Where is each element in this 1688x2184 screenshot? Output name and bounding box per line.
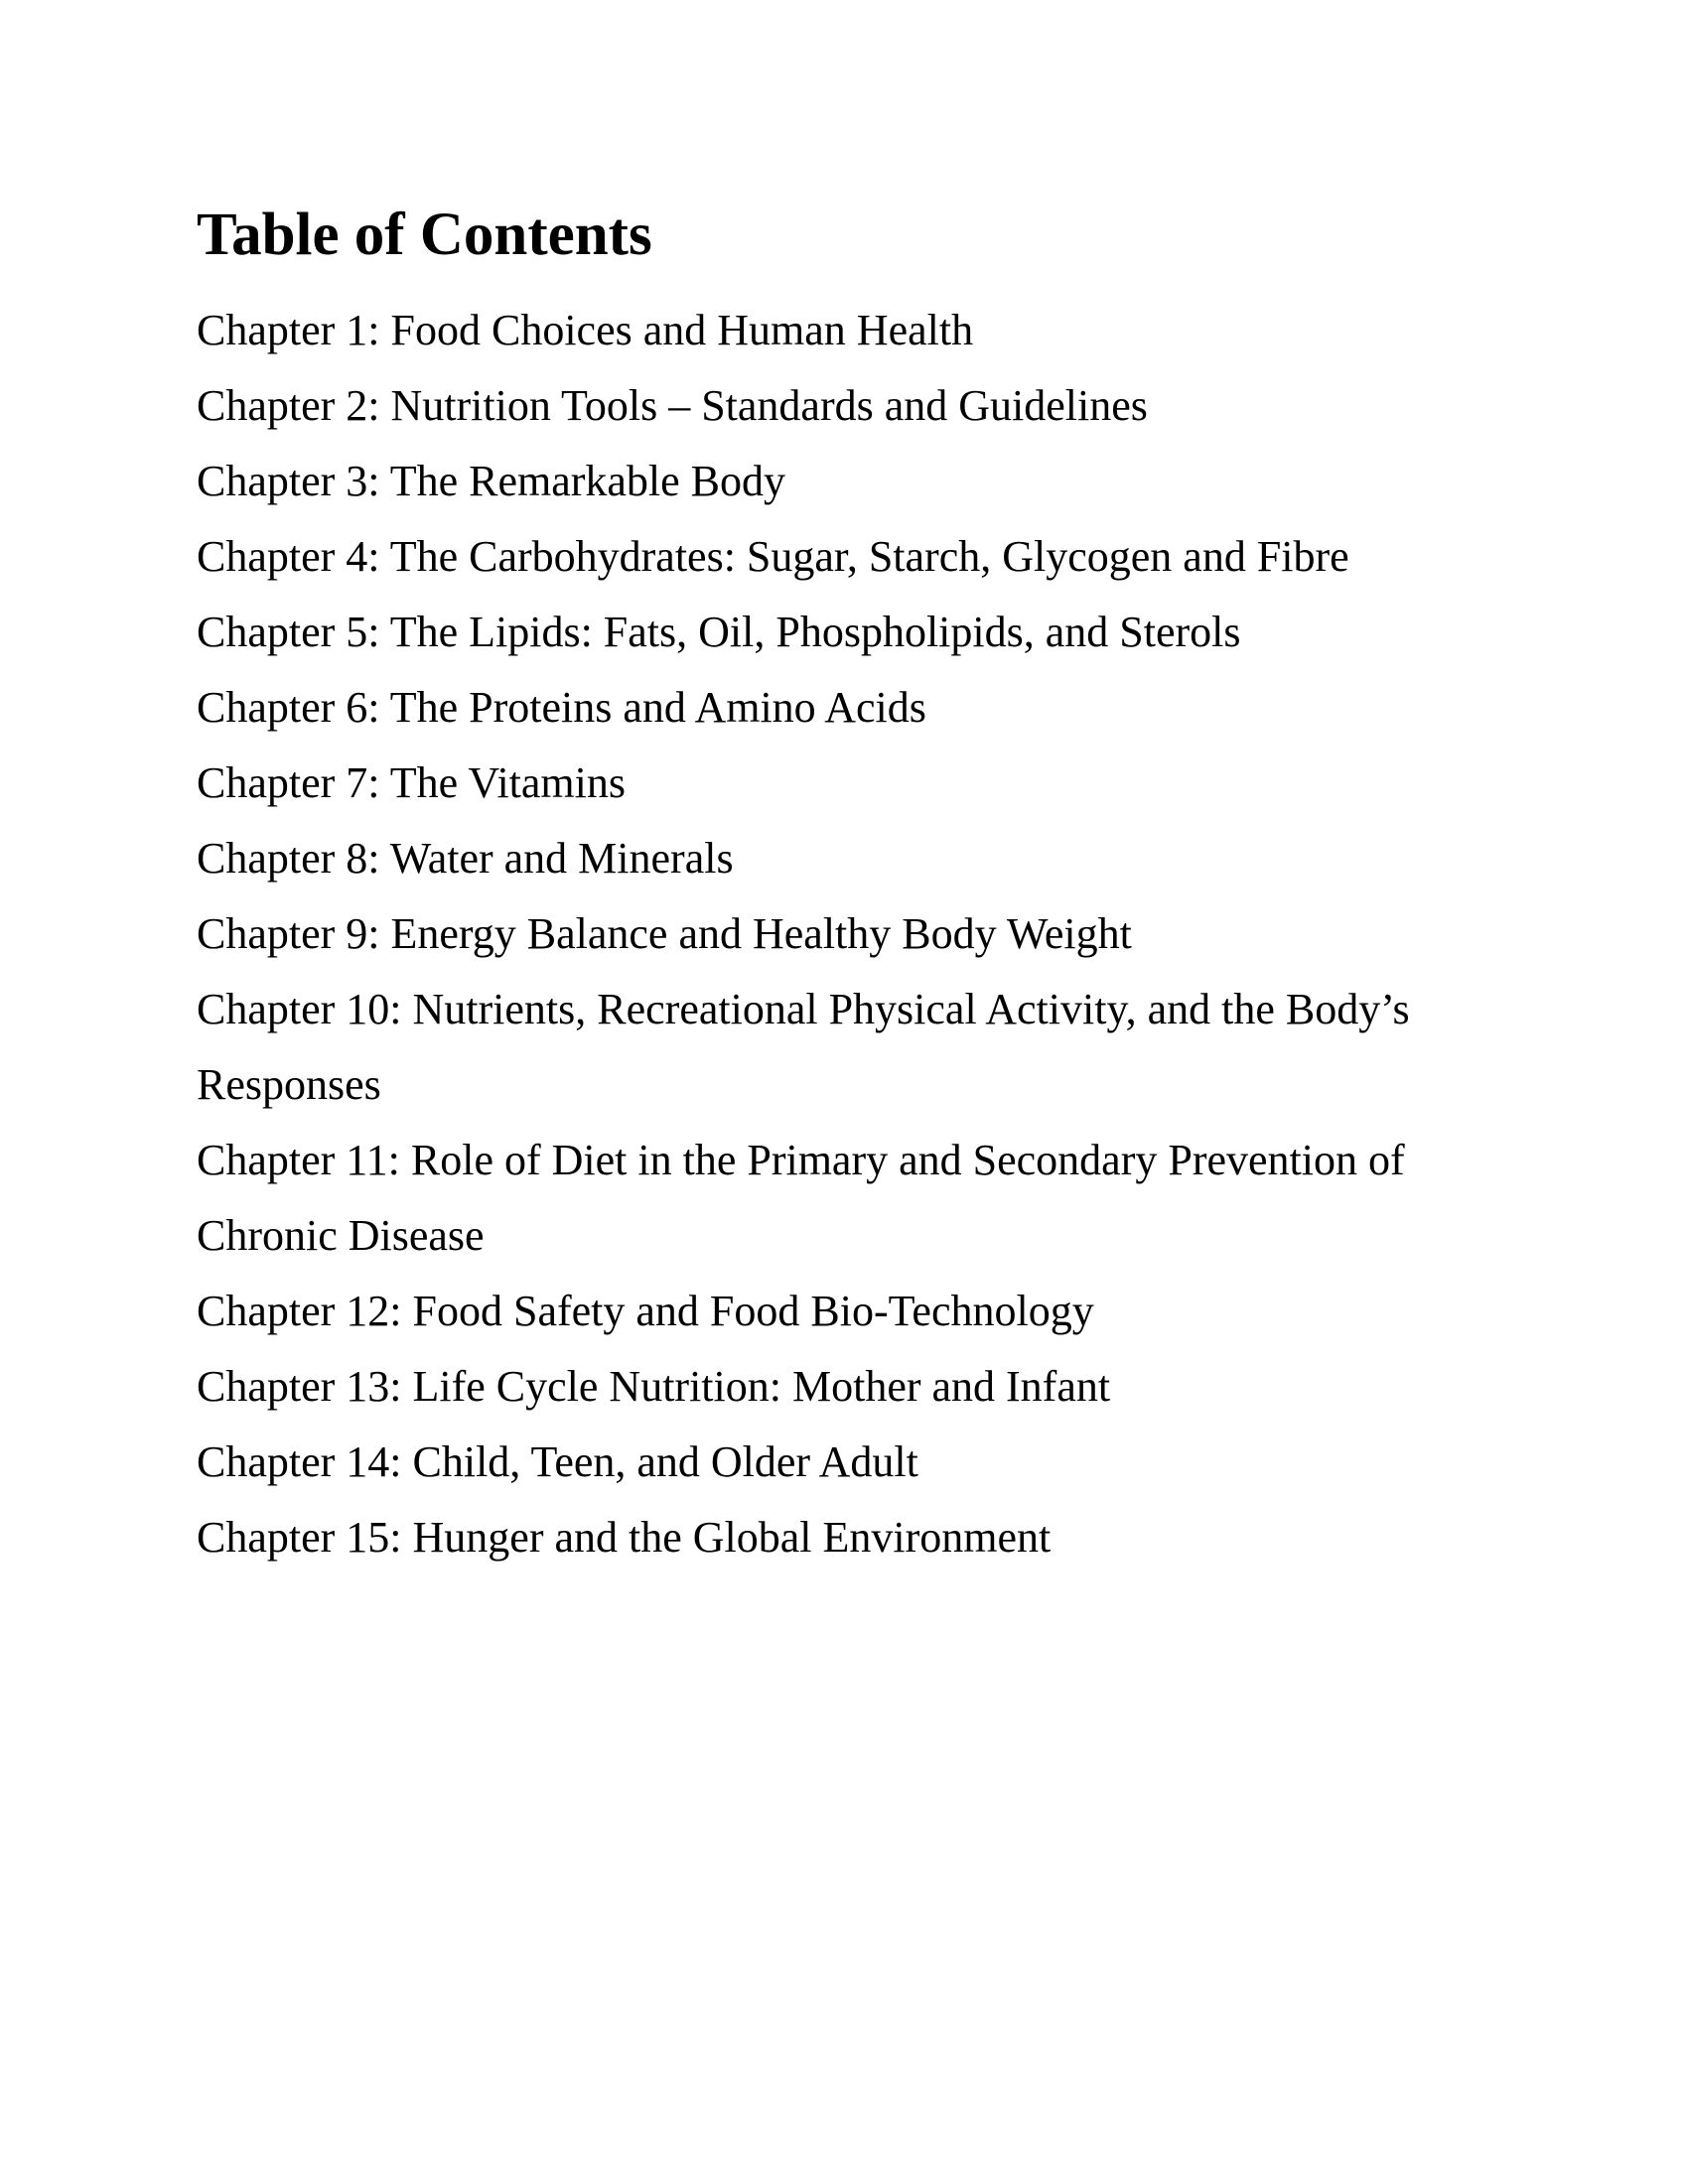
toc-entry-chapter-10	[197, 972, 1688, 1123]
toc-entry-chapter-12	[197, 1274, 1688, 1349]
page-title: Table of Contents	[197, 202, 652, 268]
toc-entry-line: Chapter 2: Nutrition Tools – Standards and Guidelines	[197, 381, 1148, 430]
toc-entry-chapter-15	[197, 1500, 1688, 1575]
toc-list	[197, 293, 1688, 1575]
toc-entry-line: Responses	[197, 1060, 381, 1109]
toc-entry-chapter-1	[197, 293, 1688, 368]
toc-entry-chapter-13	[197, 1349, 1688, 1425]
toc-entry-chapter-2	[197, 368, 1688, 444]
toc-entry-chapter-11	[197, 1123, 1688, 1274]
toc-entry-chapter-3	[197, 444, 1688, 519]
toc-entry-line: Chapter 8: Water and Minerals	[197, 834, 734, 883]
toc-entry-line: Chapter 13: Life Cycle Nutrition: Mother and Infant	[197, 1362, 1111, 1411]
toc-entry-line: Chapter 4: The Carbohydrates: Sugar, Starch, Glycogen and Fibre	[197, 532, 1349, 581]
toc-entry-line: Chronic Disease	[197, 1211, 485, 1260]
toc-entry-line: Chapter 5: The Lipids: Fats, Oil, Phospholipids, and Sterols	[197, 608, 1241, 656]
toc-entry-line: Chapter 15: Hunger and the Global Environment	[197, 1513, 1052, 1562]
toc-entry-chapter-6	[197, 670, 1688, 746]
toc-entry-line: Chapter 7: The Vitamins	[197, 758, 627, 807]
toc-entry-chapter-5	[197, 595, 1688, 670]
toc-entry-chapter-4	[197, 519, 1688, 595]
toc-entry-line: Chapter 1: Food Choices and Human Health	[197, 306, 974, 354]
toc-entry-line: Chapter 12: Food Safety and Food Bio-Technology	[197, 1287, 1094, 1335]
toc-entry-line: Chapter 9: Energy Balance and Healthy Body Weight	[197, 909, 1132, 958]
toc-entry-chapter-14	[197, 1425, 1688, 1500]
toc-entry-chapter-7	[197, 746, 1688, 821]
toc-entry-chapter-9	[197, 896, 1688, 972]
toc-entry-line: Chapter 3: The Remarkable Body	[197, 457, 786, 505]
toc-entry-line: Chapter 6: The Proteins and Amino Acids	[197, 683, 926, 732]
toc-entry-line: Chapter 14: Child, Teen, and Older Adult	[197, 1437, 918, 1486]
toc-entry-line: Chapter 11: Role of Diet in the Primary and Secondary Prevention of	[197, 1136, 1405, 1184]
toc-entry-chapter-8	[197, 821, 1688, 896]
toc-entry-line: Chapter 10: Nutrients, Recreational Physical Activity, and the Body’s	[197, 985, 1410, 1033]
